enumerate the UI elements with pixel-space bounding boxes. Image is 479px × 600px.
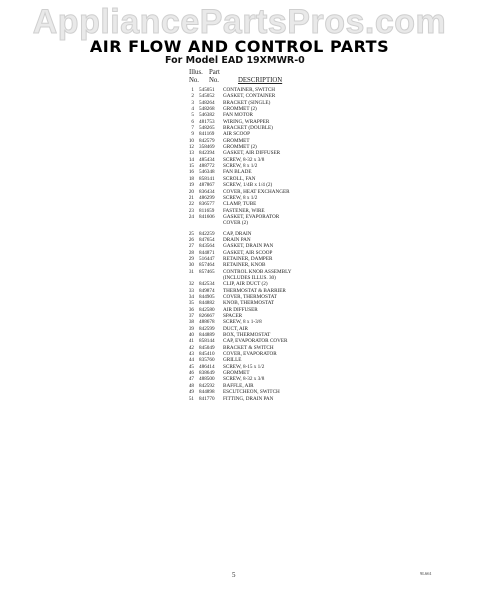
header-illus-no: No. (189, 77, 200, 84)
illus-number: 51 (188, 395, 194, 402)
illus-number: 43 (188, 351, 194, 358)
part-description: BOX, THERMOSTAT (223, 332, 271, 339)
illus-number: 24 (188, 213, 194, 220)
part-description: BAFFLE, AIR (223, 382, 254, 389)
part-description: (INCLUDES ILLUS. 30) (223, 274, 276, 281)
part-description: SCREW, 8 x 1/2 (223, 194, 258, 201)
part-number: 836577 (199, 201, 215, 208)
illus-number: 40 (188, 332, 194, 339)
part-description: RETAINER, DAMPER (223, 255, 273, 262)
part-description: CAP, EVAPORATOR COVER (223, 338, 288, 345)
part-description: KNOB, THERMOSTAT (223, 300, 275, 307)
part-description: GROMMET (223, 137, 250, 144)
illus-number: 5 (191, 112, 194, 119)
part-description: BRACKET (SINGLE) (223, 99, 271, 106)
part-description: FAN BLADE (223, 169, 252, 176)
part-number: 841169 (199, 131, 215, 138)
part-description: GASKET, DRAIN PAN (223, 243, 274, 250)
part-number: 845049 (199, 344, 215, 351)
part-description: GRILLE (223, 357, 242, 364)
part-number: 844871 (199, 249, 215, 256)
header-part: Part (209, 69, 220, 76)
part-description: GASKET, EVAPORATOR (223, 213, 280, 220)
illus-number: 33 (188, 287, 194, 294)
illus-number: 25 (188, 230, 194, 237)
part-number: 858141 (199, 175, 215, 182)
watermark-text: AppliancePartsPros.com (32, 3, 447, 41)
illus-number: 3 (191, 99, 194, 106)
illus-number: 13 (188, 150, 194, 157)
illus-number: 16 (188, 169, 194, 176)
part-number: 488678 (199, 319, 215, 326)
illus-number: 2 (191, 93, 194, 100)
part-number: 847654 (199, 236, 215, 243)
illus-number: 31 (188, 268, 194, 275)
part-number: 516447 (199, 255, 215, 262)
part-description: SCREW, 8-32 x 3/8 (223, 376, 265, 383)
illus-number: 7 (191, 125, 194, 132)
part-description: GROMMET (2) (223, 106, 257, 113)
part-number: 486299 (199, 194, 215, 201)
part-number: 858144 (199, 338, 215, 345)
illus-number: 4 (191, 106, 194, 113)
part-number: 845410 (199, 351, 215, 358)
part-description: FASTENER, WIRE (223, 207, 265, 214)
part-description: COVER (2) (223, 220, 248, 227)
part-number: 857465 (199, 268, 215, 275)
part-number: 842259 (199, 230, 215, 237)
illus-number: 28 (188, 249, 194, 256)
part-description: AIR DIFFUSER (223, 306, 258, 313)
illus-number: 44 (188, 357, 194, 364)
part-description: DRAIN PAN (223, 236, 251, 243)
illus-number: 9 (191, 131, 194, 138)
part-description: COVER, HEAT EXCHANGER (223, 188, 290, 195)
part-description: SCREW, 8-32 x 3/8 (223, 156, 265, 163)
part-number: 548268 (199, 106, 215, 113)
part-number: 811659 (199, 207, 215, 214)
part-description: SCREW, 1/4B x 1/4 (2) (223, 182, 273, 189)
part-number: 835760 (199, 357, 215, 364)
part-description: COVER, THERMOSTAT (223, 294, 277, 300)
part-number: 841770 (199, 395, 215, 402)
part-description: CAP, DRAIN (223, 230, 252, 237)
part-description: SPACER (223, 313, 243, 320)
part-number: 849874 (199, 287, 215, 294)
header-illus: Illus. (189, 69, 203, 76)
part-number: 838649 (199, 370, 215, 377)
part-number: 358469 (199, 144, 215, 151)
part-description: COVER, EVAPORATOR (223, 351, 277, 358)
illus-number: 12 (188, 144, 194, 151)
part-description: GASKET, AIR DIFFUSER (223, 150, 281, 157)
part-number: 842534 (199, 281, 215, 288)
illus-number: 30 (188, 262, 194, 269)
part-number: 548264 (199, 99, 215, 106)
part-description: GROMMET (2) (223, 144, 257, 151)
illus-number: 15 (188, 163, 194, 170)
part-number: 842394 (199, 150, 215, 157)
part-number: 842579 (199, 137, 215, 144)
model-subtitle: For Model EAD 19XMWR-0 (165, 55, 305, 66)
part-description: SCROLL, FAN (223, 175, 256, 182)
illus-number: 14 (188, 156, 194, 163)
illus-number: 49 (188, 389, 194, 396)
part-description: GASKET, CONTAINER (223, 93, 276, 100)
illus-number: 36 (188, 306, 194, 313)
part-number: 844898 (199, 389, 215, 396)
part-description: CLAMP, TUBE (223, 201, 257, 208)
part-description: FITTING, DRAIN PAN (223, 395, 274, 402)
part-number: 844905 (199, 294, 215, 300)
illus-number: 32 (188, 281, 194, 288)
part-description: BRACKET (DOUBLE) (223, 125, 273, 132)
illus-number: 41 (188, 338, 194, 345)
illus-number: 42 (188, 344, 194, 351)
part-description: GASKET, AIR SCOOP (223, 249, 273, 256)
illus-number: 18 (188, 175, 194, 182)
part-number: 546348 (199, 169, 215, 176)
illus-number: 20 (188, 188, 194, 195)
illus-number: 46 (188, 370, 194, 377)
part-description: THERMOSTAT & BARRIER (223, 287, 286, 294)
part-number: 488500 (199, 376, 215, 383)
part-description: SCREW, 8 x 1-3/8 (223, 319, 262, 326)
part-description: AIR SCOOP (223, 131, 250, 138)
illus-number: 38 (188, 319, 194, 326)
illus-number: 10 (188, 137, 194, 144)
part-description: CONTROL KNOB ASSEMBLY (223, 268, 292, 275)
part-number: 842599 (199, 325, 215, 332)
part-description: SCREW, 8-15 x 1/2 (223, 363, 265, 370)
parts-list (182, 87, 382, 402)
header-part-no: No. (209, 77, 220, 84)
illus-number: 6 (191, 118, 194, 125)
part-number: 844889 (199, 332, 215, 339)
part-number: 486414 (199, 363, 215, 370)
illus-number: 21 (188, 194, 194, 201)
part-number: 545051 (199, 87, 215, 93)
parts-row (182, 396, 382, 402)
part-number: 857464 (199, 262, 215, 269)
illus-number: 34 (188, 294, 194, 300)
illus-number: 26 (188, 236, 194, 243)
part-number: 844882 (199, 300, 215, 307)
part-description: RETAINER, KNOB (223, 262, 266, 269)
illus-number: 29 (188, 255, 194, 262)
illus-number: 35 (188, 300, 194, 307)
part-description: CONTAINER, SWITCH (223, 87, 276, 93)
part-number: 842580 (199, 306, 215, 313)
illus-number: 27 (188, 243, 194, 250)
page-title: AIR FLOW AND CONTROL PARTS (89, 37, 390, 56)
part-number: 546382 (199, 112, 215, 119)
part-number: 485434 (199, 156, 215, 163)
illus-number: 37 (188, 313, 194, 320)
part-number: 548265 (199, 125, 215, 132)
parts-row (182, 220, 382, 226)
part-description: WIRING, WRAPPER (223, 118, 270, 125)
part-description: FAN MOTOR (223, 112, 253, 119)
illus-number: 19 (188, 182, 194, 189)
part-number: 481753 (199, 118, 215, 125)
document-code: 9L661 (420, 571, 432, 576)
part-number: 836434 (199, 188, 215, 195)
part-number: 545052 (199, 93, 215, 100)
part-number: 487867 (199, 182, 215, 189)
part-number: 843564 (199, 243, 215, 250)
header-description: DESCRIPTION (238, 77, 283, 84)
part-number: 841606 (199, 213, 215, 220)
illus-number: 48 (188, 382, 194, 389)
illus-number: 45 (188, 363, 194, 370)
illus-number: 39 (188, 325, 194, 332)
part-number: 826667 (199, 313, 215, 320)
illus-number: 1 (191, 87, 194, 93)
part-description: DUCT, AIR (223, 325, 248, 332)
page-number: 5 (232, 571, 236, 579)
part-description: ESCUTCHEON, SWITCH (223, 389, 280, 396)
illus-number: 23 (188, 207, 194, 214)
part-number: 842592 (199, 382, 215, 389)
part-description: SCREW, 8 x 1/2 (223, 163, 258, 170)
part-description: GROMMET (223, 370, 250, 377)
part-number: 488772 (199, 163, 215, 170)
part-description: CLIP, AIR DUCT (2) (223, 281, 268, 288)
illus-number: 22 (188, 201, 194, 208)
illus-number: 47 (188, 376, 194, 383)
part-description: BRACKET & SWITCH (223, 344, 274, 351)
